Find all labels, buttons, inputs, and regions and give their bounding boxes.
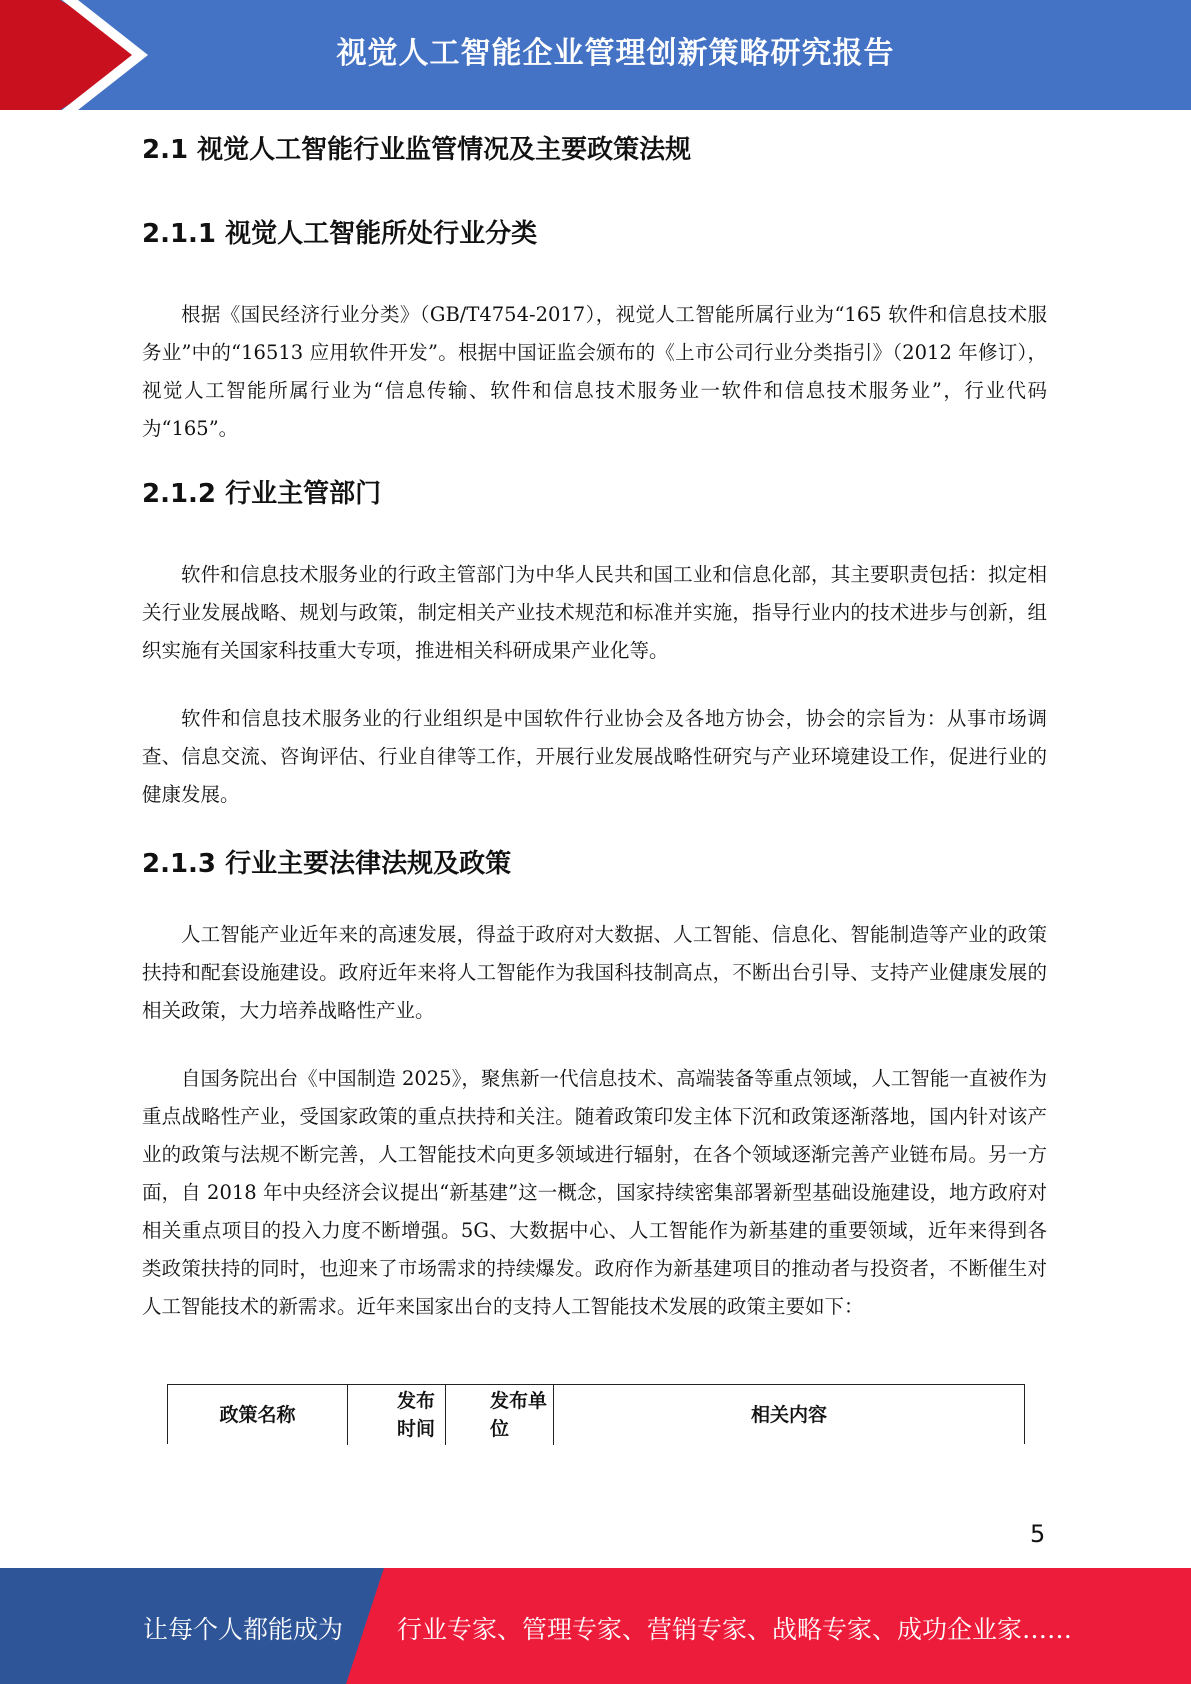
column-header-release-unit	[446, 1385, 554, 1445]
report-title: 视觉人工智能企业管理创新策略研究报告	[336, 36, 895, 71]
footer-slogan-right: 行业专家、管理专家、营销专家、战略专家、成功企业家……	[397, 1615, 1073, 1644]
footer-slogan-left: 让每个人都能成为	[143, 1615, 344, 1644]
section-heading-2-1: 2.1 视觉人工智能行业监管情况及主要政策法规	[142, 135, 692, 165]
column-header-policy-name	[168, 1385, 348, 1445]
column-header-release-unit-label	[490, 1387, 547, 1443]
column-header-related-content-label: 相关内容	[750, 1404, 827, 1426]
paragraph-industry-classification: 根据《国民经济行业分类》（GB/T4754-2017），视觉人工智能所属行业为“165 软件和信息技术服务业”中的“16513 应用软件开发”。根据中国证监会颁布的《上市公司行业分类指引》（2012 年修订），视觉人工智能所属行业为“信息传输、软件和信息技术服务业一软件和信息技术服务业”，行业代码为“165”。	[142, 303, 1047, 440]
section-heading-2-1-3: 2.1.3 行业主要法律法规及政策	[142, 849, 512, 879]
column-header-release-unit-line1: 发布单	[490, 1390, 548, 1412]
paragraph-policy-overview: 人工智能产业近年来的高速发展，得益于政府对大数据、人工智能、信息化、智能制造等产业的政策扶持和配套设施建设。政府近年来将人工智能作为我国科技制高点，不断出台引导、支持产业健康发展的相关政策，大力培养战略性产业。	[142, 923, 1047, 1022]
paragraph-industry-organization: 软件和信息技术服务业的行业组织是中国软件行业协会及各地方协会，协会的宗旨为：从事市场调查、信息交流、咨询评估、行业自律等工作，开展行业发展战略性研究与产业环境建设工作，促进行业的健康发展。	[142, 707, 1047, 806]
page-footer	[0, 1568, 1191, 1684]
paragraph-competent-department: 软件和信息技术服务业的行政主管部门为中华人民共和国工业和信息化部，其主要职责包括：拟定相关行业发展战略、规划与政策，制定相关产业技术规范和标准并实施，指导行业内的技术进步与创新，组织实施有关国家科技重大专项，推进相关科研成果产业化等。	[142, 563, 1047, 662]
column-header-release-time	[348, 1385, 446, 1445]
column-header-release-unit-line2: 位	[490, 1418, 510, 1440]
policy-table-header	[167, 1384, 1025, 1444]
section-heading-2-1-1: 2.1.1 视觉人工智能所处行业分类	[142, 219, 538, 249]
column-header-release-time-line1: 发布	[396, 1390, 435, 1412]
section-heading-2-1-2: 2.1.2 行业主管部门	[142, 479, 382, 509]
column-header-release-time-label	[397, 1387, 435, 1443]
column-header-release-time-line2: 时间	[396, 1418, 435, 1440]
main-content	[142, 128, 1047, 1326]
column-header-related-content	[554, 1385, 1024, 1445]
page-number: 5	[1030, 1520, 1046, 1548]
column-header-policy-name-label: 政策名称	[219, 1404, 296, 1426]
paragraph-policy-details: 自国务院出台《中国制造 2025》，聚焦新一代信息技术、高端装备等重点领域，人工智能一直被作为重点战略性产业，受国家政策的重点扶持和关注。随着政策印发主体下沉和政策逐渐落地，国内针对该产业的政策与法规不断完善，人工智能技术向更多领域进行辐射，在各个领域逐渐完善产业链布局。另一方面，自 2018 年中央经济会议提出“新基建”这一概念，国家持续密集部署新型基础设施建设，地方政府对相关重点项目的投入力度不断增强。5G、大数据中心、人工智能作为新基建的重要领域，近年来得到各类政策扶持的同时，也迎来了市场需求的持续爆发。政府作为新基建项目的推动者与投资者，不断催生对人工智能技术的新需求。近年来国家出台的支持人工智能技术发展的政策主要如下：	[142, 1067, 1047, 1318]
page-header	[0, 0, 1191, 110]
